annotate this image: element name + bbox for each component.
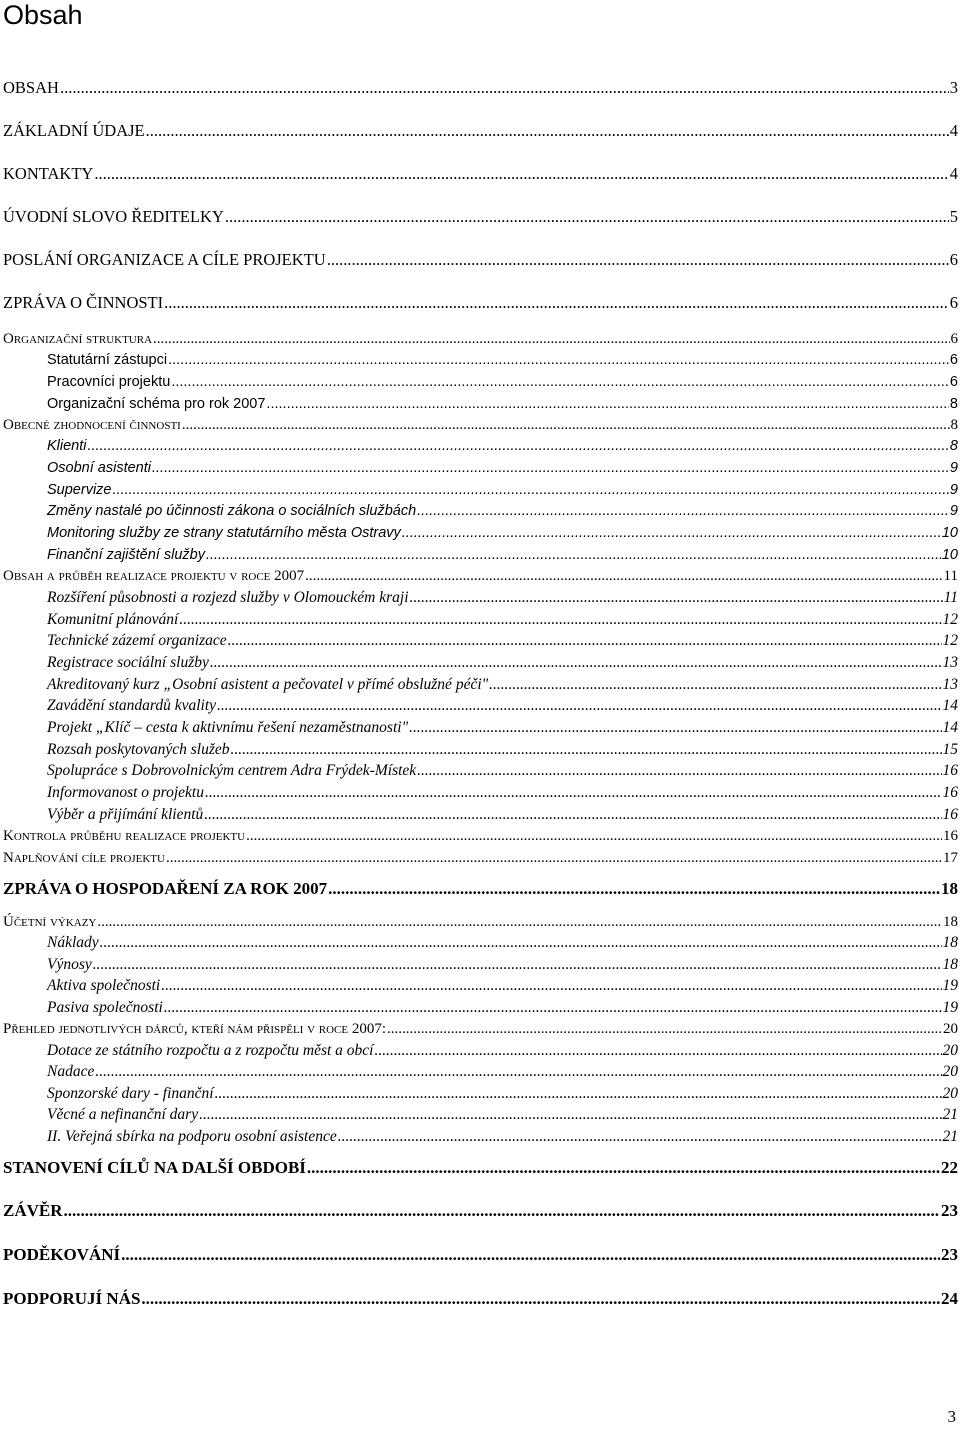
toc-entry-title: STANOVENÍ CÍLŮ NA DALŠÍ OBDOBÍ	[3, 1158, 306, 1177]
toc-entry-page: 10	[941, 547, 958, 563]
toc-entry-page: 16	[942, 784, 958, 801]
toc-leader-dots	[217, 697, 941, 715]
toc-entry-page: 16	[942, 762, 958, 779]
toc-entry-projekt-klic[interactable]	[47, 719, 958, 737]
toc-leader-dots	[199, 1106, 941, 1124]
toc-entry-title: ÚVODNÍ SLOVO ŘEDITELKY	[3, 207, 224, 226]
toc-entry-title: Přehled jednotlivých dárců, kteří nám přispěli v roce 2007:	[3, 1021, 387, 1037]
toc-leader-dots	[246, 827, 942, 845]
toc-leader-dots	[100, 934, 942, 952]
toc-leader-dots	[374, 1042, 941, 1060]
toc-leader-dots	[171, 373, 949, 391]
toc-entry-page: 12	[942, 632, 958, 649]
toc-entry-page: 4	[949, 121, 958, 140]
toc-entry-zprava-o-cinnosti[interactable]	[3, 294, 958, 312]
toc-entry-stanoveni-cilu[interactable]	[3, 1159, 958, 1177]
toc-entry-title: Monitoring služby ze strany statutárního města Ostravy	[47, 525, 401, 541]
toc-entry-title: Účetní výkazy	[3, 914, 97, 930]
toc-entry-sponzorske-dary[interactable]	[47, 1085, 958, 1103]
toc-entry-page: 8	[949, 396, 958, 412]
toc-entry-zprava-o-hospodareni[interactable]	[3, 880, 958, 898]
toc-entry-title: POSLÁNÍ ORGANIZACE A CÍLE PROJEKTU	[3, 250, 326, 269]
toc-entry-title: II. Veřejná sbírka na podporu osobní asistence	[47, 1128, 337, 1145]
toc-entry-title: Spolupráce s Dobrovolnickým centrem Adra Frýdek-Místek	[47, 762, 417, 779]
toc-entry-title: ZÁVĚR	[3, 1201, 63, 1220]
toc-entry-page: 18	[943, 914, 958, 930]
toc-leader-dots	[205, 784, 942, 802]
toc-entry-title: Pasiva společnosti	[47, 999, 163, 1016]
toc-entry-page: 20	[943, 1021, 958, 1037]
toc-entry-title: Supervize	[47, 482, 112, 498]
toc-entry-page: 15	[942, 741, 958, 758]
toc-entry-pasiva[interactable]	[47, 999, 958, 1017]
toc-entry-title: Kontrola průběhu realizace projektu	[3, 828, 246, 844]
toc-leader-dots	[121, 1246, 940, 1264]
page-title: Obsah	[3, 0, 83, 30]
toc-entry-page: 21	[942, 1128, 958, 1145]
toc-leader-dots	[204, 806, 941, 824]
toc-leader-dots	[489, 676, 941, 694]
toc-entry-title: OBSAH	[3, 78, 59, 97]
toc-entry-title: KONTAKTY	[3, 164, 94, 183]
toc-entry-statutarni-zastupci[interactable]	[47, 351, 958, 369]
toc-entry-podporuji-nas[interactable]	[3, 1290, 958, 1308]
toc-entry-zmeny-zakona[interactable]	[47, 502, 958, 520]
toc-entry-page: 12	[942, 611, 958, 628]
toc-entry-page: 4	[949, 164, 958, 183]
toc-leader-dots	[327, 251, 949, 269]
toc-leader-dots	[305, 567, 942, 585]
toc-entry-naklady[interactable]	[47, 934, 958, 952]
toc-entry-vynosy[interactable]	[47, 956, 958, 974]
toc-entry-page: 9	[949, 503, 958, 519]
toc-entry-registrace[interactable]	[47, 654, 958, 672]
toc-entry-title: Akreditovaný kurz „Osobní asistent a pečovatel v přímé obslužné péči"	[47, 676, 489, 693]
toc-entry-title: Technické zázemí organizace	[47, 632, 227, 649]
toc-entry-title: Výnosy	[47, 956, 92, 973]
toc-entry-page: 13	[942, 654, 958, 671]
toc-entry-page: 5	[949, 207, 958, 226]
toc-entry-financni-zajisteni[interactable]	[47, 546, 958, 564]
toc-entry-rozsah-sluzeb[interactable]	[47, 741, 958, 759]
toc-entry-monitoring[interactable]	[47, 524, 958, 542]
toc-leader-dots	[417, 502, 949, 520]
toc-entry-title: Změny nastalé po účinnosti zákona o sociálních službách	[47, 503, 417, 519]
toc-entry-title: Registrace sociální služby	[47, 654, 209, 671]
toc-entry-page: 20	[942, 1085, 958, 1102]
toc-entry-obsah-a-prubeh[interactable]	[3, 567, 958, 585]
toc-entry-title: Naplňování cíle projektu	[3, 850, 165, 866]
toc-entry-vecne-dary[interactable]	[47, 1106, 958, 1124]
toc-entry-akreditovany-kurz[interactable]	[47, 676, 958, 694]
toc-entry-page: 16	[942, 806, 958, 823]
toc-entry-title: Projekt „Klíč – cesta k aktivnímu řešení nezaměstnanosti"	[47, 719, 409, 736]
toc-entry-page: 18	[941, 879, 958, 898]
toc-entry-title: Organizační struktura	[3, 331, 153, 347]
toc-entry-page: 6	[949, 293, 958, 312]
toc-entry-uvodni-slovo[interactable]	[3, 208, 958, 226]
toc-leader-dots	[328, 880, 940, 898]
toc-entry-page: 21	[942, 1106, 958, 1123]
toc-entry-supervize[interactable]	[47, 481, 958, 499]
toc-entry-organizacni-struktura[interactable]	[3, 330, 958, 348]
toc-leader-dots	[164, 999, 942, 1017]
toc-leader-dots	[307, 1159, 940, 1177]
toc-leader-dots	[179, 611, 941, 629]
toc-entry-title: PODĚKOVÁNÍ	[3, 1245, 121, 1264]
toc-entry-page: 3	[949, 78, 958, 97]
toc-entry-page: 18	[942, 956, 958, 973]
toc-entry-page: 22	[941, 1158, 958, 1177]
toc-leader-dots	[146, 122, 949, 140]
toc-entry-standardy-kvality[interactable]	[47, 697, 958, 715]
toc-leader-dots	[141, 1290, 940, 1308]
toc-leader-dots	[410, 589, 943, 607]
toc-entry-page: 17	[943, 850, 958, 866]
toc-entry-page: 23	[941, 1245, 958, 1264]
toc-leader-dots	[166, 849, 942, 867]
toc-entry-prehled-darcu[interactable]	[3, 1020, 958, 1038]
toc-entry-rozsireni-pusobnosti[interactable]	[47, 589, 958, 607]
toc-entry-page: 13	[942, 676, 958, 693]
toc-entry-title: Pracovníci projektu	[47, 374, 171, 390]
toc-entry-page: 19	[942, 999, 958, 1016]
toc-entry-title: ZPRÁVA O HOSPODAŘENÍ ZA ROK 2007	[3, 879, 328, 898]
toc-entry-technicke-zazemi[interactable]	[47, 632, 958, 650]
toc-leader-dots	[228, 632, 942, 650]
toc-entry-pracovnici-projektu[interactable]	[47, 373, 958, 391]
toc-entry-title: Výběr a přijímání klientů	[47, 806, 204, 823]
toc-entry-title: Obsah a průběh realizace projektu v roce 2007	[3, 568, 305, 584]
toc-entry-title: Zavádění standardů kvality	[47, 697, 217, 714]
toc-entry-page: 14	[942, 697, 958, 714]
toc-entry-title: Aktiva společnosti	[47, 977, 161, 994]
toc-entry-page: 23	[941, 1201, 958, 1220]
toc-entry-title: Obecné zhodnocení činnosti	[3, 417, 181, 433]
toc-entry-page: 6	[949, 374, 958, 390]
toc-entry-title: Klienti	[47, 438, 87, 454]
toc-entry-spoluprace-adra[interactable]	[47, 762, 958, 780]
toc-entry-title: ZÁKLADNÍ ÚDAJE	[3, 121, 145, 140]
toc-leader-dots	[93, 956, 942, 974]
toc-leader-dots	[182, 416, 950, 434]
toc-entry-page: 6	[949, 352, 958, 368]
toc-entry-page: 11	[943, 568, 958, 584]
toc-leader-dots	[231, 741, 942, 759]
toc-entry-zakladni-udaje[interactable]	[3, 122, 958, 140]
toc-entry-poslani[interactable]	[3, 251, 958, 269]
toc-entry-page: 16	[943, 828, 958, 844]
toc-entry-title: Finanční zajištění služby	[47, 547, 205, 563]
toc-leader-dots	[168, 351, 949, 369]
toc-entry-title: Komunitní plánování	[47, 611, 179, 628]
toc-entry-ucetni-vykazy[interactable]	[3, 913, 958, 931]
toc-leader-dots	[95, 1063, 941, 1081]
toc-entry-title: Dotace ze státního rozpočtu a z rozpočtu měst a obcí	[47, 1042, 374, 1059]
toc-entry-verejna-sbirka[interactable]	[47, 1128, 958, 1146]
toc-entry-klienti[interactable]	[47, 437, 958, 455]
toc-entry-obecne-zhodnoceni[interactable]	[3, 416, 958, 434]
toc-leader-dots	[225, 208, 949, 226]
toc-entry-title: ZPRÁVA O ČINNOSTI	[3, 293, 164, 312]
toc-entry-page: 9	[949, 460, 958, 476]
toc-entry-zaver[interactable]	[3, 1202, 958, 1220]
toc-leader-dots	[210, 654, 942, 672]
toc-entry-informovanost[interactable]	[47, 784, 958, 802]
toc-entry-title: Rozsah poskytovaných služeb	[47, 741, 230, 758]
toc-entry-page: 8	[950, 417, 958, 433]
toc-entry-page: 20	[942, 1063, 958, 1080]
toc-entry-title: Osobní asistenti	[47, 460, 151, 476]
toc-entry-nadace[interactable]	[47, 1063, 958, 1081]
toc-leader-dots	[215, 1085, 942, 1103]
toc-entry-naplnovani-cile[interactable]	[3, 849, 958, 867]
toc-leader-dots	[60, 79, 949, 97]
toc-entry-title: Organizační schéma pro rok 2007	[47, 396, 266, 412]
toc-leader-dots	[164, 294, 949, 312]
toc-entry-title: Náklady	[47, 934, 99, 951]
toc-entry-podekovani[interactable]	[3, 1246, 958, 1264]
toc-entry-kontakty[interactable]	[3, 165, 958, 183]
toc-entry-page: 11	[943, 589, 958, 606]
toc-leader-dots	[206, 546, 941, 564]
toc-entry-title: Rozšíření působnosti a rozjezd služby v Olomouckém kraji	[47, 589, 409, 606]
toc-entry-komunitni-planovani[interactable]	[47, 611, 958, 629]
toc-leader-dots	[402, 524, 941, 542]
toc-entry-kontrola-prubehu[interactable]	[3, 827, 958, 845]
toc-entry-title: Nadace	[47, 1063, 95, 1080]
toc-leader-dots	[153, 330, 949, 348]
toc-entry-dotace[interactable]	[47, 1042, 958, 1060]
toc-entry-page: 19	[942, 977, 958, 994]
toc-entry-vyber-klientu[interactable]	[47, 806, 958, 824]
toc-entry-page: 14	[942, 719, 958, 736]
toc-entry-title: PODPORUJÍ NÁS	[3, 1289, 141, 1308]
toc-entry-obsah[interactable]	[3, 79, 958, 97]
toc-entry-title: Sponzorské dary - finanční	[47, 1085, 214, 1102]
toc-leader-dots	[97, 913, 942, 931]
toc-leader-dots	[266, 395, 949, 413]
toc-entry-title: Statutární zástupci	[47, 352, 168, 368]
toc-entry-page: 6	[949, 250, 958, 269]
toc-entry-page: 18	[942, 934, 958, 951]
page-number: 3	[947, 1407, 956, 1426]
toc-entry-title: Věcné a nefinanční dary	[47, 1106, 199, 1123]
toc-leader-dots	[88, 437, 949, 455]
toc-leader-dots	[409, 719, 941, 737]
toc-entry-page: 24	[941, 1289, 958, 1308]
toc-leader-dots	[94, 165, 948, 183]
toc-leader-dots	[161, 977, 941, 995]
toc-entry-page: 9	[949, 482, 958, 498]
toc-entry-page: 20	[942, 1042, 958, 1059]
toc-leader-dots	[338, 1128, 942, 1146]
toc-entry-aktiva[interactable]	[47, 977, 958, 995]
toc-leader-dots	[417, 762, 941, 780]
toc-entry-page: 6	[950, 331, 958, 347]
toc-leader-dots	[112, 481, 948, 499]
toc-leader-dots	[387, 1020, 942, 1038]
toc-entry-osobni-asistenti[interactable]	[47, 459, 958, 477]
toc-entry-page: 10	[941, 525, 958, 541]
toc-leader-dots	[152, 459, 949, 477]
toc-entry-organizacni-schema[interactable]	[47, 395, 958, 413]
toc-leader-dots	[64, 1202, 940, 1220]
toc-entry-page: 8	[949, 438, 958, 454]
toc-entry-title: Informovanost o projektu	[47, 784, 204, 801]
